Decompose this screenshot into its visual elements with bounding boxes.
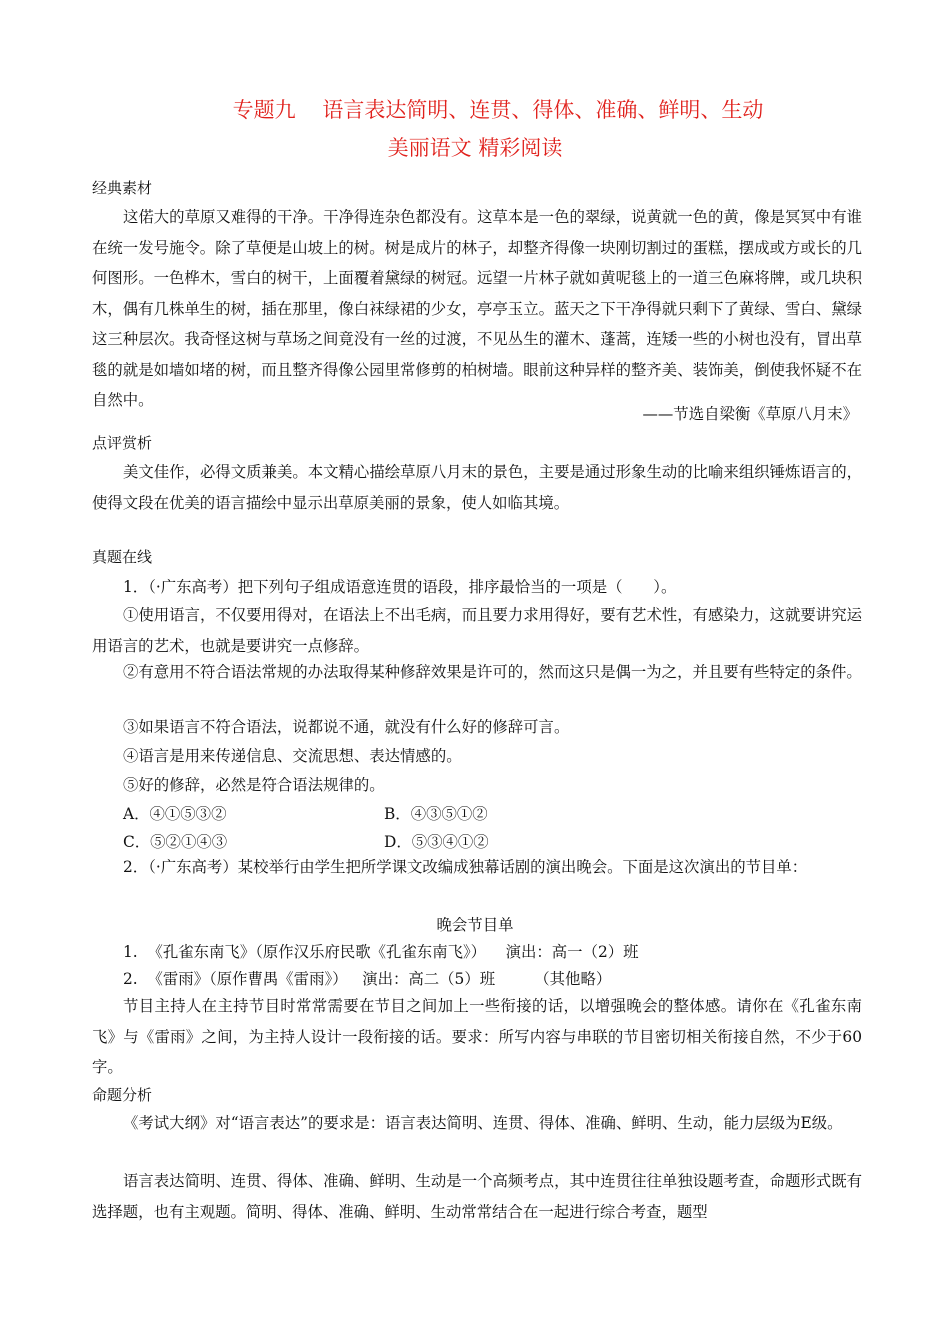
section-heading-review: 点评赏析 <box>92 434 153 452</box>
classic-passage: 这偌大的草原又难得的干净。干净得连杂色都没有。这草本是一色的翠绿，说黄就一色的黄，像是冥冥中有谁在统一发号施令。除了草便是山坡上的树。树是成片的林子，却整齐得像一块刚切割过的蛋糕，摆成或方或长的几何图形。一色桦木，雪白的树干，上面覆着黛绿的树冠。远望一片林子就如黄呢毯上的一道三色麻将牌，或几块积木，偶有几株单生的树，插在那里，像白袜绿裙的少女，亭亭玉立。蓝天之下干净得就只剩下了黄绿、雪白、黛绿这三种层次。我奇怪这树与草场之间竟没有一丝的过渡，不见丛生的灌木、蓬蒿，连矮一些的小树也没有，冒出草毯的就是如墙如堵的树，而且整齐得像公园里常修剪的柏树墙。眼前这种异样的整齐美、装饰美，倒使我怀疑不在自然中。 <box>92 208 862 409</box>
option-b: B．④③⑤①② <box>384 805 488 823</box>
passage-source: ——节选自梁衡《草原八月末》 <box>642 405 858 423</box>
section-heading-analysis: 命题分析 <box>92 1086 153 1104</box>
analysis-paragraph-2: 语言表达简明、连贯、得体、准确、鲜明、生动是一个高频考点，其中连贯往往单独设题考查，命题形式既有选择题，也有主观题。简明、得体、准确、鲜明、生动常常结合在一起进行综合考查，题型 <box>92 1172 862 1221</box>
program-list-title: 晚会节目单 <box>436 916 514 934</box>
program-item-1: 1. 《孔雀东南飞》（原作汉乐府民歌《孔雀东南飞》） 演出：高一（2）班 <box>123 943 639 961</box>
question-2-instructions: 节目主持人在主持节目时常常需要在节目之间加上一些衔接的话，以增强晚会的整体感。请你在《孔雀东南飞》与《雷雨》之间，为主持人设计一段衔接的话。要求：所写内容与串联的节目密切相关衔接自然，不少于60字。 <box>92 997 862 1076</box>
document-title: 专题九 语言表达简明、连贯、得体、准确、鲜明、生动 <box>232 98 764 122</box>
document-subtitle: 美丽语文 精彩阅读 <box>387 136 563 160</box>
section-heading-classic: 经典素材 <box>92 179 153 197</box>
program-item-2: 2. 《雷雨》（原作曹禺《雷雨》） 演出：高二（5）班 （其他略） <box>123 970 612 988</box>
question-1-stem: 1．（·广东高考）把下列句子组成语意连贯的语段，排序最恰当的一项是（ ）。 <box>123 578 677 596</box>
sentence-4: ④语言是用来传递信息、交流思想、表达情感的。 <box>123 747 462 765</box>
option-a: A．④①⑤③② <box>123 805 227 823</box>
review-paragraph: 美文佳作，必得文质兼美。本文精心描绘草原八月末的景色，主要是通过形象生动的比喻来组织锤炼语言的，使得文段在优美的语言描绘中显示出草原美丽的景象，使人如临其境。 <box>92 463 862 512</box>
question-2-stem: 2．（·广东高考）某校举行由学生把所学课文改编成独幕话剧的演出晚会。下面是这次演出的节目单： <box>123 858 808 876</box>
option-d: D．⑤③④①② <box>384 833 489 851</box>
sentence-2: ②有意用不符合语法常规的办法取得某种修辞效果是许可的，然而这只是偶一为之，并且要有些特定的条件。 <box>123 663 862 681</box>
analysis-paragraph-1: 《考试大纲》对“语言表达”的要求是：语言表达简明、连贯、得体、准确、鲜明、生动，能力层级为E级。 <box>123 1114 843 1132</box>
sentence-5: ⑤好的修辞，必然是符合语法规律的。 <box>123 776 385 794</box>
sentence-3: ③如果语言不符合语法，说都说不通，就没有什么好的修辞可言。 <box>123 718 570 736</box>
section-heading-real-exam: 真题在线 <box>92 548 153 566</box>
option-c: C．⑤②①④③ <box>123 833 228 851</box>
sentence-1: ①使用语言，不仅要用得对，在语法上不出毛病，而且要力求用得好，要有艺术性，有感染力，这就要讲究运用语言的艺术，也就是要讲究一点修辞。 <box>92 606 862 655</box>
